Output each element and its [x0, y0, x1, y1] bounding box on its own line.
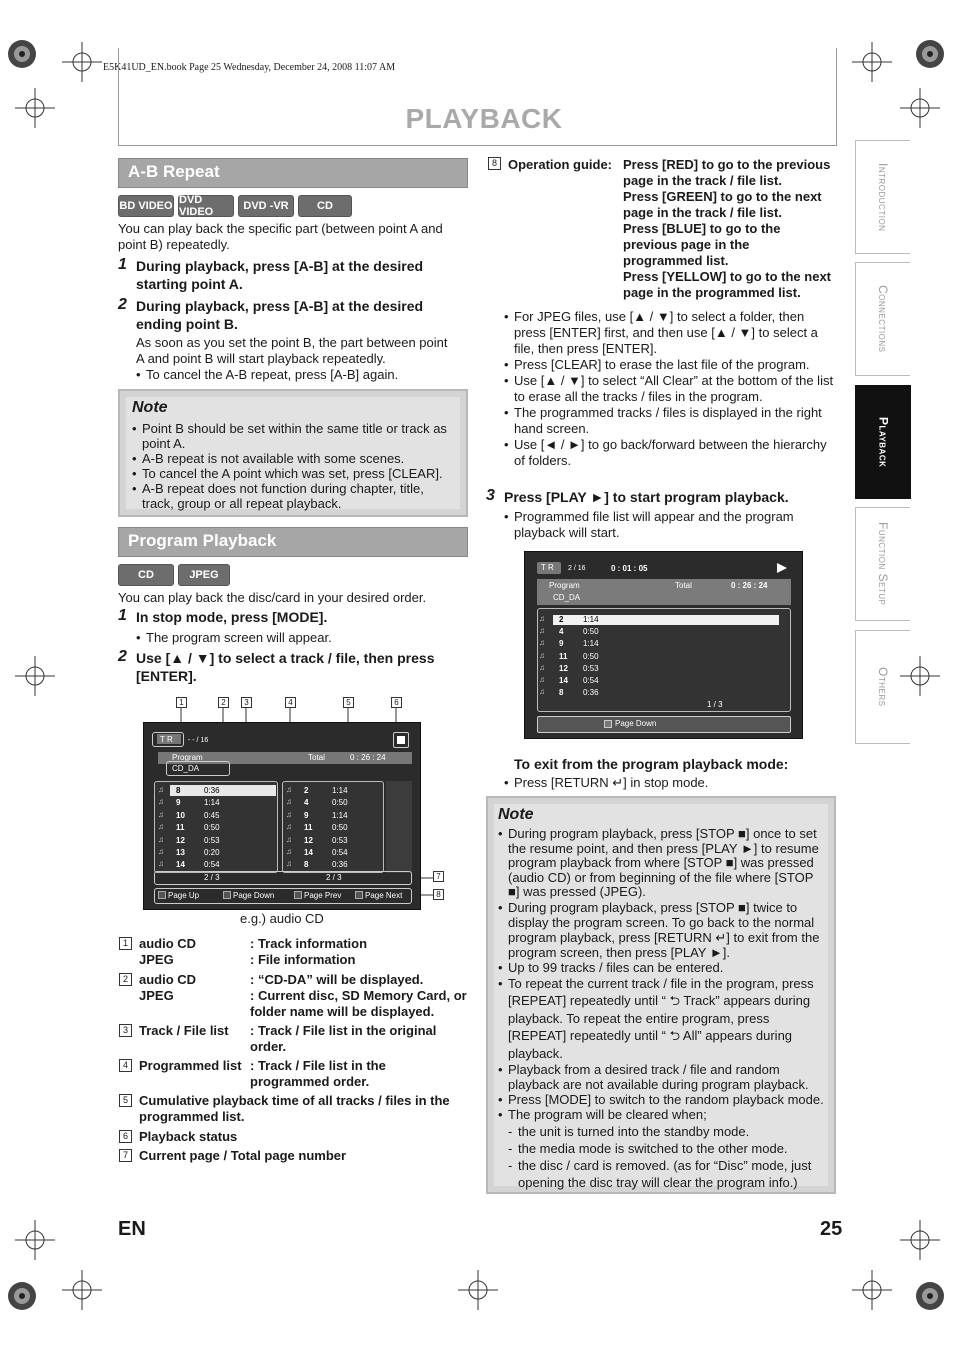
definition-description: order.	[250, 1039, 287, 1054]
callout-number: 3	[119, 1024, 132, 1037]
ab-repeat-heading: A-B Repeat	[118, 158, 468, 188]
list-row	[284, 835, 382, 847]
page-down-button[interactable]: Page Down	[615, 719, 657, 728]
tab-connections[interactable]: Connections	[855, 262, 910, 376]
track-number: 14	[304, 847, 313, 857]
track-number: 12	[176, 835, 185, 845]
note-subitem: - the unit is turned into the standby mode.	[508, 1123, 826, 1140]
list-row	[284, 785, 382, 797]
registration-mark-icon	[910, 34, 950, 74]
crosshair-icon	[62, 1270, 102, 1310]
track-time: 0:54	[583, 675, 599, 685]
list-row	[539, 675, 779, 687]
dvd-vr-logo: DVD -VR	[238, 195, 294, 217]
callout-number: 6	[119, 1130, 132, 1143]
callout-number: 1	[119, 937, 132, 950]
note-item: • Up to 99 tracks / files can be entered.	[498, 960, 826, 975]
track-time: 0:53	[332, 835, 348, 845]
exit-bullet: • Press [RETURN ↵] in stop mode.	[504, 775, 824, 790]
book-info-line: E5K41UD_EN.book Page 25 Wednesday, December 24, 2008 11:07 AM	[103, 62, 396, 73]
music-note-icon: ♫	[539, 638, 545, 648]
definition-term: audio CD	[139, 936, 197, 951]
track-number: 14	[559, 675, 568, 685]
note-item: • Playback from a desired track / file and random playback are not available during program playback.	[498, 1062, 826, 1092]
definition-term: Programmed list	[139, 1058, 242, 1073]
track-number: 12	[304, 835, 313, 845]
callout-number: 2	[218, 697, 229, 708]
program-label: Program	[549, 581, 580, 590]
music-note-icon: ♫	[539, 687, 545, 697]
page-indicator: 1 / 3	[707, 700, 723, 709]
music-note-icon: ♫	[286, 846, 292, 856]
ab-step2-desc: A and point B will start playback repeatedly.	[136, 351, 386, 366]
note-item: • A-B repeat is not available with some scenes.	[132, 451, 458, 466]
operation-guide-line: Press [GREEN] to go to the next	[623, 189, 822, 204]
program-note-box	[486, 796, 836, 1194]
track-time: 1:14	[583, 615, 599, 624]
track-number: 9	[176, 798, 181, 808]
track-number: 2	[559, 615, 564, 624]
pp-step1: In stop mode, press [MODE].	[136, 609, 328, 625]
list-row	[156, 835, 274, 847]
list-row	[156, 859, 274, 871]
track-time: 0:54	[332, 847, 348, 857]
program-playback-screen	[524, 551, 803, 739]
page-indicator: 2 / 3	[326, 873, 342, 882]
definition-term: programmed list.	[139, 1109, 245, 1124]
operation-guide-line: Press [RED] to go to the previous	[623, 157, 831, 172]
language-label: EN	[118, 1218, 146, 1240]
callout-number: 7	[119, 1149, 132, 1162]
list-row	[539, 614, 779, 626]
step-number: 1	[118, 256, 127, 273]
track-time: 1:14	[332, 786, 348, 795]
track-number: 12	[559, 663, 568, 673]
list-row	[539, 651, 779, 663]
note-item: • During program playback, press [STOP ■] twice to display the program screen. To go back to the normal program playback, press [RETURN ↵] to exit from the program screen, then press [PLAY ►].	[498, 900, 826, 960]
ab-step2-desc: As soon as you set the point B, the part between point	[136, 335, 448, 350]
cd-logo: CD	[298, 195, 352, 217]
track-time: 0:54	[204, 860, 220, 870]
exit-heading: To exit from the program playback mode:	[514, 756, 789, 772]
pp-step3: Press [PLAY ►] to start program playback.	[504, 489, 789, 505]
definition-description: : Track / File list in the original	[250, 1023, 437, 1038]
definition-description: : “CD-DA” will be displayed.	[250, 972, 424, 987]
list-row	[284, 797, 382, 809]
track-number: 4	[559, 627, 564, 637]
callout-number: 3	[241, 697, 252, 708]
registration-mark-icon	[910, 1276, 950, 1316]
definition-description: : Track / File list in the	[250, 1058, 386, 1073]
note-item: • During program playback, press [STOP ■] once to set the resume point, and then press [PLAY ►] to resume program playback from where [STOP ■] was pressed (audio CD) or from beginning of the file where [STOP ■] was pressed (JPEG).	[498, 827, 826, 900]
program-bullet: • Use [▲ / ▼] to select “All Clear” at the bottom of the list to erase all the tracks / files in the program.	[504, 373, 836, 405]
music-note-icon: ♫	[539, 614, 545, 623]
definition-term: Current page / Total page number	[139, 1148, 347, 1163]
track-number: 11	[304, 823, 313, 833]
callout-number: 7	[433, 871, 444, 882]
track-number: 11	[559, 651, 568, 661]
total-time: 0 : 26 : 24	[731, 581, 768, 590]
operation-guide-line: page in the track / file list.	[623, 173, 782, 188]
definition-term: audio CD	[139, 972, 197, 987]
crosshair-icon	[900, 1220, 940, 1260]
list-row	[539, 638, 779, 650]
pp-step2: [ENTER].	[136, 668, 197, 684]
elapsed-time: 0 : 01 : 05	[611, 564, 648, 573]
callout-number: 8	[488, 157, 501, 170]
track-number: 13	[176, 847, 185, 857]
callout-number: 2	[119, 973, 132, 986]
music-note-icon: ♫	[286, 859, 292, 869]
definition-description: programmed order.	[250, 1074, 370, 1089]
step-number: 1	[118, 607, 127, 624]
list-row	[156, 847, 274, 859]
page-number: 25	[820, 1218, 843, 1240]
page-up-button[interactable]: Page Up	[168, 891, 200, 900]
ab-note-box	[118, 389, 468, 517]
operation-guide-line: programmed list.	[623, 253, 729, 268]
music-note-icon: ♫	[158, 859, 164, 869]
music-note-icon: ♫	[286, 834, 292, 844]
music-note-icon: ♫	[158, 797, 164, 807]
note-item: • A-B repeat does not function during chapter, title, track, group or all repeat playback.	[132, 481, 458, 511]
callout-number: 8	[433, 889, 444, 900]
program-bullet: • The programmed tracks / files is displayed in the right hand screen.	[504, 405, 836, 437]
music-note-icon: ♫	[158, 822, 164, 832]
definition-term: Cumulative playback time of all tracks / files in the	[139, 1093, 450, 1108]
track-time: 0:36	[583, 688, 599, 698]
list-row	[539, 687, 779, 699]
note-heading: Note	[498, 806, 534, 823]
music-note-icon: ♫	[539, 662, 545, 672]
program-bullet: • Use [◄ / ►] to go back/forward between the hierarchy of folders.	[504, 437, 836, 469]
track-time: 0:50	[583, 651, 599, 661]
crosshair-icon	[15, 1220, 55, 1260]
music-note-icon: ♫	[158, 834, 164, 844]
tab-others[interactable]: Others	[855, 630, 910, 744]
music-note-icon: ♫	[539, 674, 545, 684]
note-item: • Point B should be set within the same title or track as point A.	[132, 421, 458, 451]
track-time: 0:50	[204, 823, 220, 833]
page-prev-button[interactable]: Page Prev	[304, 891, 342, 900]
track-time: 1:14	[204, 798, 220, 808]
program-screen-example	[143, 722, 421, 910]
callout-number: 4	[119, 1059, 132, 1072]
ab-step2: ending point B.	[136, 316, 238, 332]
pp-step3-bullet: • Programmed file list will appear and the program playback will start.	[504, 509, 824, 541]
crosshair-icon	[852, 1270, 892, 1310]
track-time: 0:50	[332, 798, 348, 808]
callout-number: 1	[176, 697, 187, 708]
list-row	[284, 810, 382, 822]
track-count: - - / 16	[188, 737, 209, 744]
track-time: 0:36	[204, 786, 220, 795]
callout-number: 5	[119, 1094, 132, 1107]
music-note-icon: ♫	[158, 809, 164, 819]
definition-description: : Track information	[250, 936, 368, 951]
list-row	[539, 663, 779, 675]
callout-number: 5	[343, 697, 354, 708]
cd-logo: CD	[118, 564, 174, 586]
track-time: 1:14	[583, 639, 599, 649]
crosshair-icon	[15, 656, 55, 696]
tab-introduction[interactable]: Introduction	[855, 140, 910, 254]
track-number: 8	[559, 688, 564, 698]
ab-step2: During playback, press [A-B] at the desired	[136, 298, 424, 314]
dvd-video-logo: DVD VIDEO	[178, 195, 234, 217]
list-row	[156, 797, 274, 809]
page-down-button[interactable]: Page Down	[233, 891, 275, 900]
tr-label: T R	[160, 735, 173, 744]
operation-guide-line: page in the track / file list.	[623, 205, 782, 220]
registration-mark-icon	[2, 34, 42, 74]
track-time: 0:50	[332, 823, 348, 833]
music-note-icon: ♫	[539, 650, 545, 660]
operation-guide-line: previous page in the	[623, 237, 750, 252]
page-title: PLAYBACK	[405, 103, 563, 134]
definition-description: : File information	[250, 952, 356, 967]
callout-number: 6	[391, 697, 402, 708]
note-item: • To cancel the A point which was set, press [CLEAR].	[132, 466, 458, 481]
track-number: 4	[304, 798, 309, 808]
track-count: 2 / 16	[568, 565, 586, 572]
ab-intro: You can play back the specific part (between point A and	[118, 221, 443, 236]
track-number: 9	[304, 810, 309, 820]
callout-number: 4	[285, 697, 296, 708]
list-row	[284, 822, 382, 834]
program-playback-heading: Program Playback	[118, 527, 468, 557]
tr-label: T R	[541, 563, 554, 572]
note-heading: Note	[132, 399, 168, 416]
track-number: 8	[304, 860, 309, 870]
figure-caption: e.g.) audio CD	[240, 911, 324, 926]
track-time: 0:20	[204, 847, 220, 857]
music-note-icon: ♫	[286, 785, 292, 794]
list-row	[539, 626, 779, 638]
track-time: 0:36	[332, 860, 348, 870]
total-label: Total	[308, 753, 325, 762]
ab-intro: point B) repeatedly.	[118, 237, 230, 252]
music-note-icon: ♫	[158, 846, 164, 856]
track-number: 11	[176, 823, 185, 833]
crosshair-icon	[458, 1270, 498, 1310]
track-time: 1:14	[332, 810, 348, 820]
disc-name: CD_DA	[172, 764, 200, 773]
operation-guide-line: Press [BLUE] to go to the	[623, 221, 781, 236]
music-note-icon: ♫	[286, 809, 292, 819]
definition-term: JPEG	[139, 988, 174, 1003]
note-item: • The program will be cleared when;	[498, 1107, 826, 1122]
play-icon	[776, 562, 788, 574]
program-label: Program	[172, 753, 203, 762]
operation-guide-line: page in the programmed list.	[623, 285, 801, 300]
bd-video-logo: BD VIDEO	[118, 195, 174, 217]
program-bullet: • Press [CLEAR] to erase the last file of the program.	[504, 357, 836, 373]
page-indicator: 2 / 3	[204, 873, 220, 882]
ab-cancel-bullet: • To cancel the A-B repeat, press [A-B] again.	[136, 367, 466, 382]
music-note-icon: ♫	[286, 822, 292, 832]
total-time: 0 : 26 : 24	[350, 753, 386, 762]
page-next-button[interactable]: Page Next	[365, 891, 403, 900]
track-time: 0:50	[583, 627, 599, 637]
crosshair-icon	[62, 42, 102, 82]
ab-step1: starting point A.	[136, 276, 243, 292]
music-note-icon: ♫	[539, 626, 545, 636]
operation-guide-label: Operation guide:	[508, 157, 612, 172]
pp-step1-bullet: • The program screen will appear.	[136, 630, 466, 645]
track-number: 8	[176, 786, 181, 795]
track-number: 2	[304, 786, 309, 795]
pp-intro: You can play back the disc/card in your desired order.	[118, 590, 427, 605]
pp-step2: Use [▲ / ▼] to select a track / file, then press	[136, 650, 435, 666]
definition-term: Playback status	[139, 1129, 238, 1144]
track-number: 10	[176, 810, 185, 820]
track-number: 14	[176, 860, 185, 870]
definition-description: folder name will be displayed.	[250, 1004, 435, 1019]
definition-term: Track / File list	[139, 1023, 229, 1038]
list-row	[284, 859, 382, 871]
program-bullet: • For JPEG files, use [▲ / ▼] to select a folder, then press [ENTER] first, and then use [▲ / ▼] to select a file, then press [ENTER].	[504, 309, 836, 357]
note-subitem: - the disc / card is removed. (as for “Disc” mode, just opening the disc tray will clear the program info.)	[508, 1157, 826, 1191]
jpeg-logo: JPEG	[178, 564, 230, 586]
crosshair-icon	[852, 42, 892, 82]
ab-step1: During playback, press [A-B] at the desired	[136, 258, 424, 274]
total-label: Total	[675, 581, 692, 590]
list-row	[156, 810, 274, 822]
operation-guide-line: Press [YELLOW] to go to the next	[623, 269, 832, 284]
music-note-icon: ♫	[158, 785, 164, 794]
track-number: 9	[559, 639, 564, 649]
note-item: • Press [MODE] to switch to the random playback mode.	[498, 1092, 826, 1107]
list-row	[156, 785, 274, 797]
step-number: 3	[486, 487, 495, 504]
music-note-icon: ♫	[286, 797, 292, 807]
note-item: • To repeat the current track / file in the program, press [REPEAT] repeatedly until “ ⮌ Track” appears during playback. To repeat the entire program, press [REPEAT] repeatedly until “ ⮌ All” appears during playback.	[498, 975, 826, 1063]
track-time: 0:53	[583, 663, 599, 673]
list-row	[284, 847, 382, 859]
track-time: 0:45	[204, 810, 220, 820]
step-number: 2	[118, 296, 127, 313]
tab-function-setup[interactable]: Function Setup	[855, 507, 910, 621]
definition-term: JPEG	[139, 952, 174, 967]
registration-mark-icon	[2, 1276, 42, 1316]
note-subitem: - the media mode is switched to the other mode.	[508, 1140, 826, 1157]
step-number: 2	[118, 648, 127, 665]
list-row	[156, 822, 274, 834]
definition-description: : Current disc, SD Memory Card, or	[250, 988, 467, 1003]
track-time: 0:53	[204, 835, 220, 845]
disc-name: CD_DA	[553, 593, 581, 602]
tab-playback[interactable]: Playback	[855, 385, 911, 499]
